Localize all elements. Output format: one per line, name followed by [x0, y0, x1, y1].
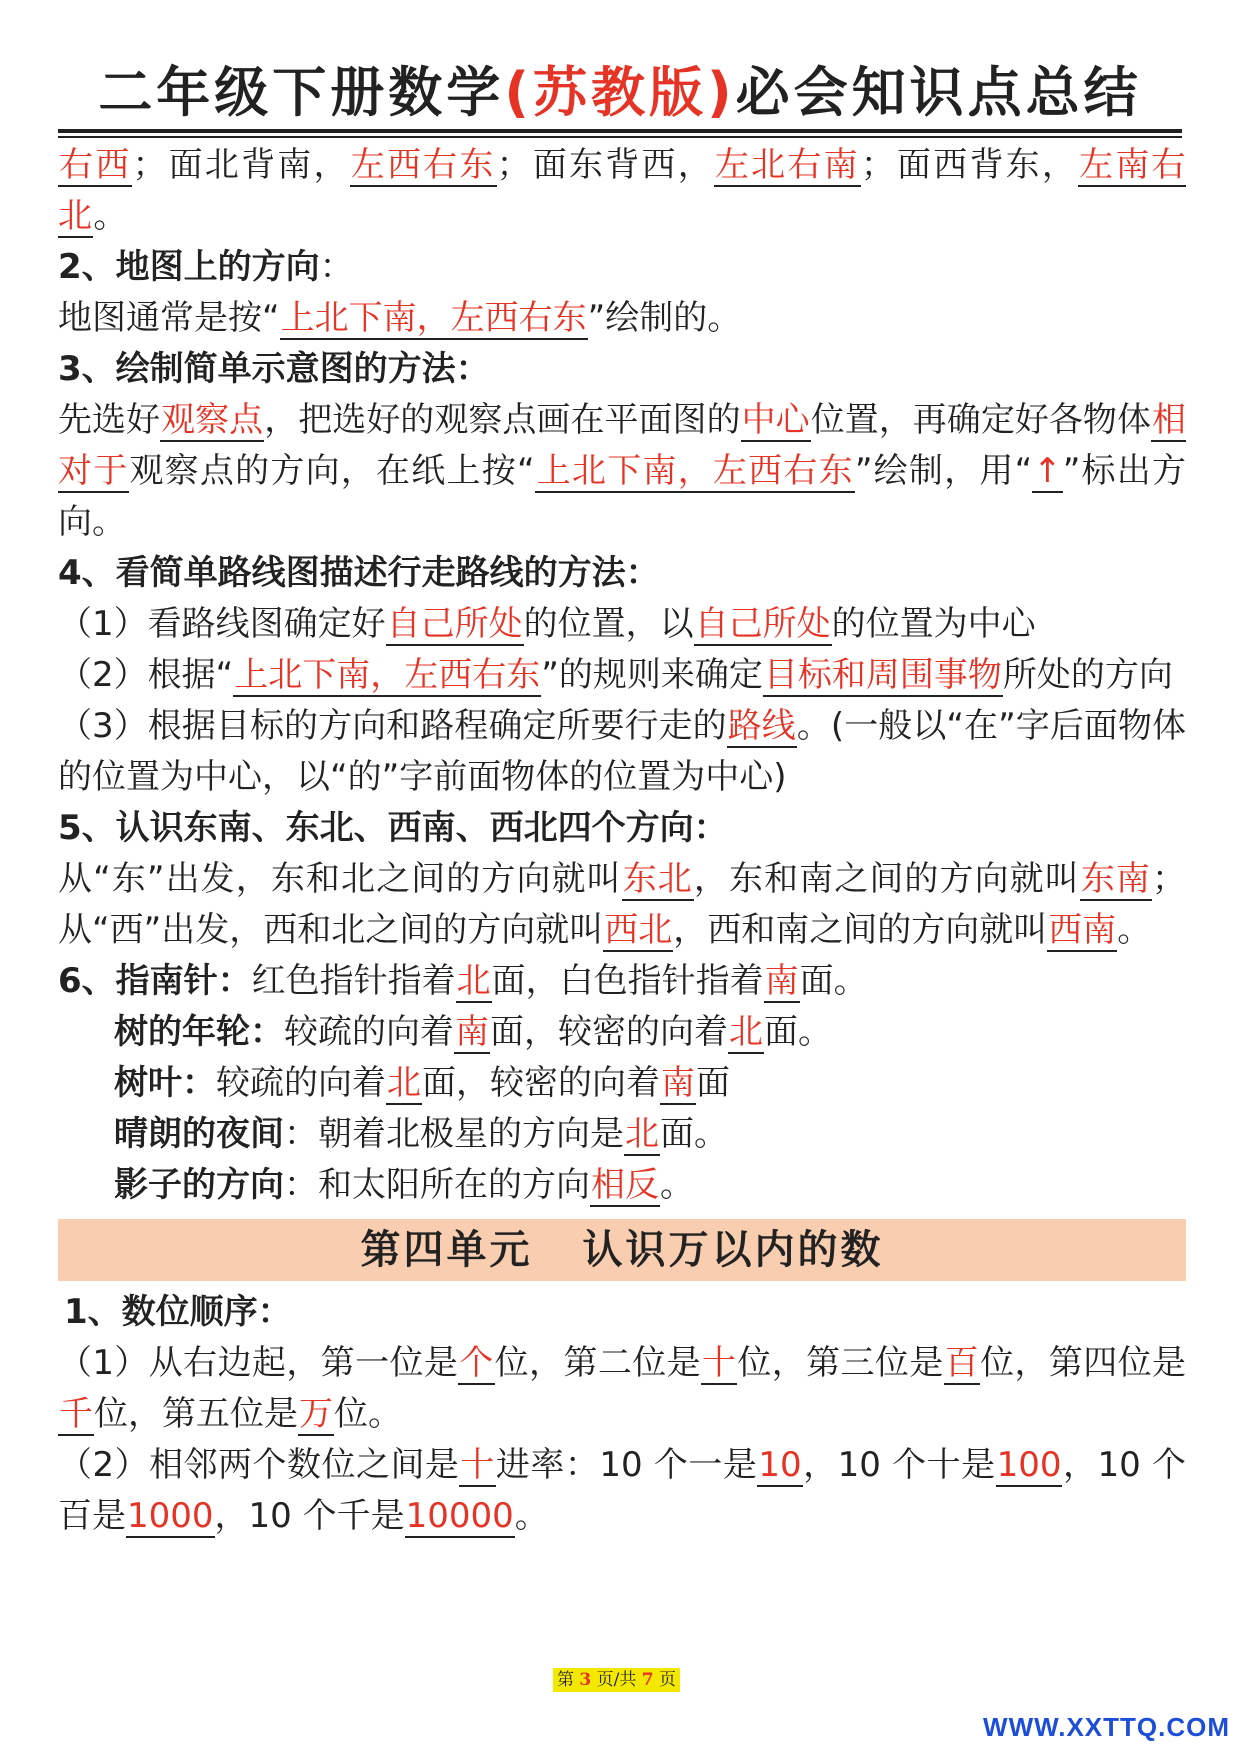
answer-blank: 千	[59, 1394, 93, 1434]
answer-blank: 北	[387, 1063, 421, 1103]
section-heading: 5、认识东南、东北、西南、西北四个方向：	[58, 808, 728, 848]
text: 面，白色指针指着	[491, 961, 764, 1001]
text: （2）相邻两个数位之间是	[58, 1445, 460, 1485]
answer-blank: 左北右南	[714, 145, 860, 185]
title-rule-thick	[58, 129, 1182, 133]
text: 位，第二位是	[494, 1343, 701, 1383]
answer-blank: 上北下南，左西右东	[234, 655, 541, 695]
text: 页	[653, 1670, 677, 1690]
night-line	[58, 1109, 1186, 1160]
text: ”标出方向。	[58, 451, 1186, 542]
text: 红色指针指着	[251, 961, 456, 1001]
text: 位，第五位是	[94, 1394, 298, 1434]
text: ；从“西”出发，西和北之间的方向就叫	[58, 859, 1187, 950]
text: 页/共	[591, 1670, 642, 1690]
heading-text: 影子的方向	[114, 1165, 284, 1205]
answer-blank: 西南	[1048, 910, 1117, 950]
answer-blank: 北	[729, 1012, 763, 1052]
answer-blank: 观察点	[161, 400, 264, 440]
site-watermark: WWW.XXTTQ.COM	[983, 1712, 1230, 1742]
text: ，10 个百是	[58, 1445, 1186, 1536]
title-rule-thin	[58, 136, 1182, 138]
text: 。(一般以“在”字后面物体的位置为中心，以“的”字前面物体的位置为中心)	[58, 706, 1186, 797]
answer-blank: 相反	[591, 1165, 659, 1205]
section-heading: 1、数位顺序：	[64, 1292, 292, 1332]
answer-blank: 右西	[59, 145, 132, 185]
text: 先选好	[58, 400, 161, 440]
answer-blank: 西北	[604, 910, 673, 950]
compass-line	[58, 956, 1186, 1007]
text: （3）根据目标的方向和路程确定所要行走的	[58, 706, 727, 746]
text: 的位置，以	[523, 604, 694, 644]
page-title	[0, 58, 1240, 128]
continued-paragraph	[58, 140, 1186, 242]
list-item	[58, 1338, 1186, 1440]
text: ；面西背东，	[860, 145, 1079, 185]
text: 面。	[764, 1012, 832, 1052]
answer-blank: 东北	[622, 859, 693, 899]
leaves-line	[58, 1058, 1186, 1109]
answer-blank: 左南右北	[58, 145, 1186, 236]
section-heading: 3、绘制简单示意图的方法：	[58, 349, 490, 389]
heading-text: 6、指南针：	[58, 961, 252, 1001]
answer-blank: 目标和周围事物	[763, 655, 1002, 695]
answer-blank: 十	[702, 1343, 737, 1383]
answer-blank: 上北下南，左西右东	[280, 298, 587, 338]
text: 较疏的向着	[284, 1012, 454, 1052]
text: （1）从右边起，第一位是	[58, 1343, 459, 1383]
section-heading	[58, 242, 1186, 293]
answer-blank: 北	[625, 1114, 659, 1154]
unit-title: 认识万以内的数	[582, 1227, 884, 1273]
total-pages: 7	[641, 1670, 654, 1690]
answer-blank: 中心	[741, 400, 810, 440]
section-heading: 4、看简单路线图描述行走路线的方法：	[58, 553, 660, 593]
text: 从“东”出发，东和北之间的方向就叫	[58, 859, 622, 899]
heading-text: 树叶：	[114, 1063, 216, 1103]
answer-blank: 自己所处	[694, 604, 831, 644]
text: 。	[93, 196, 128, 236]
title-part-main: 二年级下册数学	[98, 61, 505, 124]
text: （2）根据“	[58, 655, 234, 695]
heading-text: 晴朗的夜间	[114, 1114, 284, 1154]
text: 位置，再确定好各物体	[810, 400, 1151, 440]
text: 观察点的方向，在纸上按“	[129, 451, 535, 491]
text: ；面北背南，	[132, 145, 350, 185]
section-paragraph	[58, 854, 1186, 956]
answer-blank: 相对于	[58, 400, 1186, 491]
text: 。	[514, 1496, 549, 1536]
text: 地图通常是按“	[58, 298, 280, 338]
text: 面。	[660, 1114, 728, 1154]
answer-blank: 南	[455, 1012, 489, 1052]
text: 。	[1117, 910, 1152, 950]
text: ”绘制，用“	[854, 451, 1033, 491]
answer-blank: 个	[459, 1343, 494, 1383]
text: 位。	[334, 1394, 402, 1434]
text: ，把选好的观察点画在平面图的	[264, 400, 741, 440]
heading-text: 2、地图上的方向	[58, 247, 320, 287]
text: 进率：10 个一是	[495, 1445, 758, 1485]
answer-blank: 1000	[127, 1496, 214, 1536]
list-item	[58, 701, 1186, 803]
answer-blank: 上北下南，左西右东	[535, 451, 854, 491]
list-item	[58, 650, 1186, 701]
text: ：和太阳所在的方向	[284, 1165, 590, 1205]
page-number-tag	[553, 1668, 680, 1692]
heading-text: 树的年轮：	[114, 1012, 284, 1052]
text: 面	[696, 1063, 730, 1103]
text: 较疏的向着	[216, 1063, 386, 1103]
answer-blank: 左西右东	[350, 145, 496, 185]
answer-blank: 东南	[1080, 859, 1152, 899]
answer-blank: 10	[758, 1445, 802, 1485]
text: ：朝着北极星的方向是	[284, 1114, 624, 1154]
answer-blank: 南	[764, 961, 799, 1001]
answer-blank: 100	[996, 1445, 1062, 1485]
text: 面，较密的向着	[490, 1012, 728, 1052]
answer-blank: 10000	[405, 1496, 514, 1536]
heading-colon: ：	[319, 247, 354, 287]
title-part-summary: 必会知识点总结	[735, 61, 1142, 124]
text: 所处的方向	[1002, 655, 1173, 695]
text: ；面东背西，	[496, 145, 714, 185]
current-page: 3	[579, 1670, 592, 1690]
answer-blank: 南	[661, 1063, 695, 1103]
text: ，10 个十是	[802, 1445, 996, 1485]
text: ”绘制的。	[587, 298, 742, 338]
text: ，东和南之间的方向就叫	[693, 859, 1080, 899]
text: 。	[660, 1165, 694, 1205]
content-body	[58, 140, 1186, 1542]
answer-blank: 百	[944, 1343, 980, 1383]
shadow-line	[58, 1160, 1186, 1211]
text: 第	[557, 1670, 580, 1690]
unit-banner	[58, 1219, 1186, 1281]
text: ”的规则来确定	[541, 655, 763, 695]
answer-blank: 自己所处	[386, 604, 523, 644]
text: （1）看路线图确定好	[58, 604, 386, 644]
section-paragraph	[58, 293, 1186, 344]
answer-blank: ↑	[1033, 451, 1062, 491]
list-item	[58, 599, 1186, 650]
list-item	[58, 1440, 1186, 1542]
answer-blank: 北	[456, 961, 491, 1001]
text: 位，第四位是	[980, 1343, 1187, 1383]
text: 面。	[799, 961, 868, 1001]
text: ，10 个千是	[214, 1496, 405, 1536]
text: ，西和南之间的方向就叫	[673, 910, 1048, 950]
answer-blank: 路线	[727, 706, 796, 746]
text: 位，第三位是	[737, 1343, 944, 1383]
section-paragraph	[58, 395, 1186, 548]
unit-number: 第四单元	[360, 1227, 533, 1273]
title-part-edition: (苏教版)	[504, 61, 736, 124]
text: 的位置为中心	[831, 604, 1036, 644]
text: 面，较密的向着	[422, 1063, 660, 1103]
answer-blank: 万	[299, 1394, 333, 1434]
answer-blank: 十	[460, 1445, 495, 1485]
tree-ring-line	[58, 1007, 1186, 1058]
